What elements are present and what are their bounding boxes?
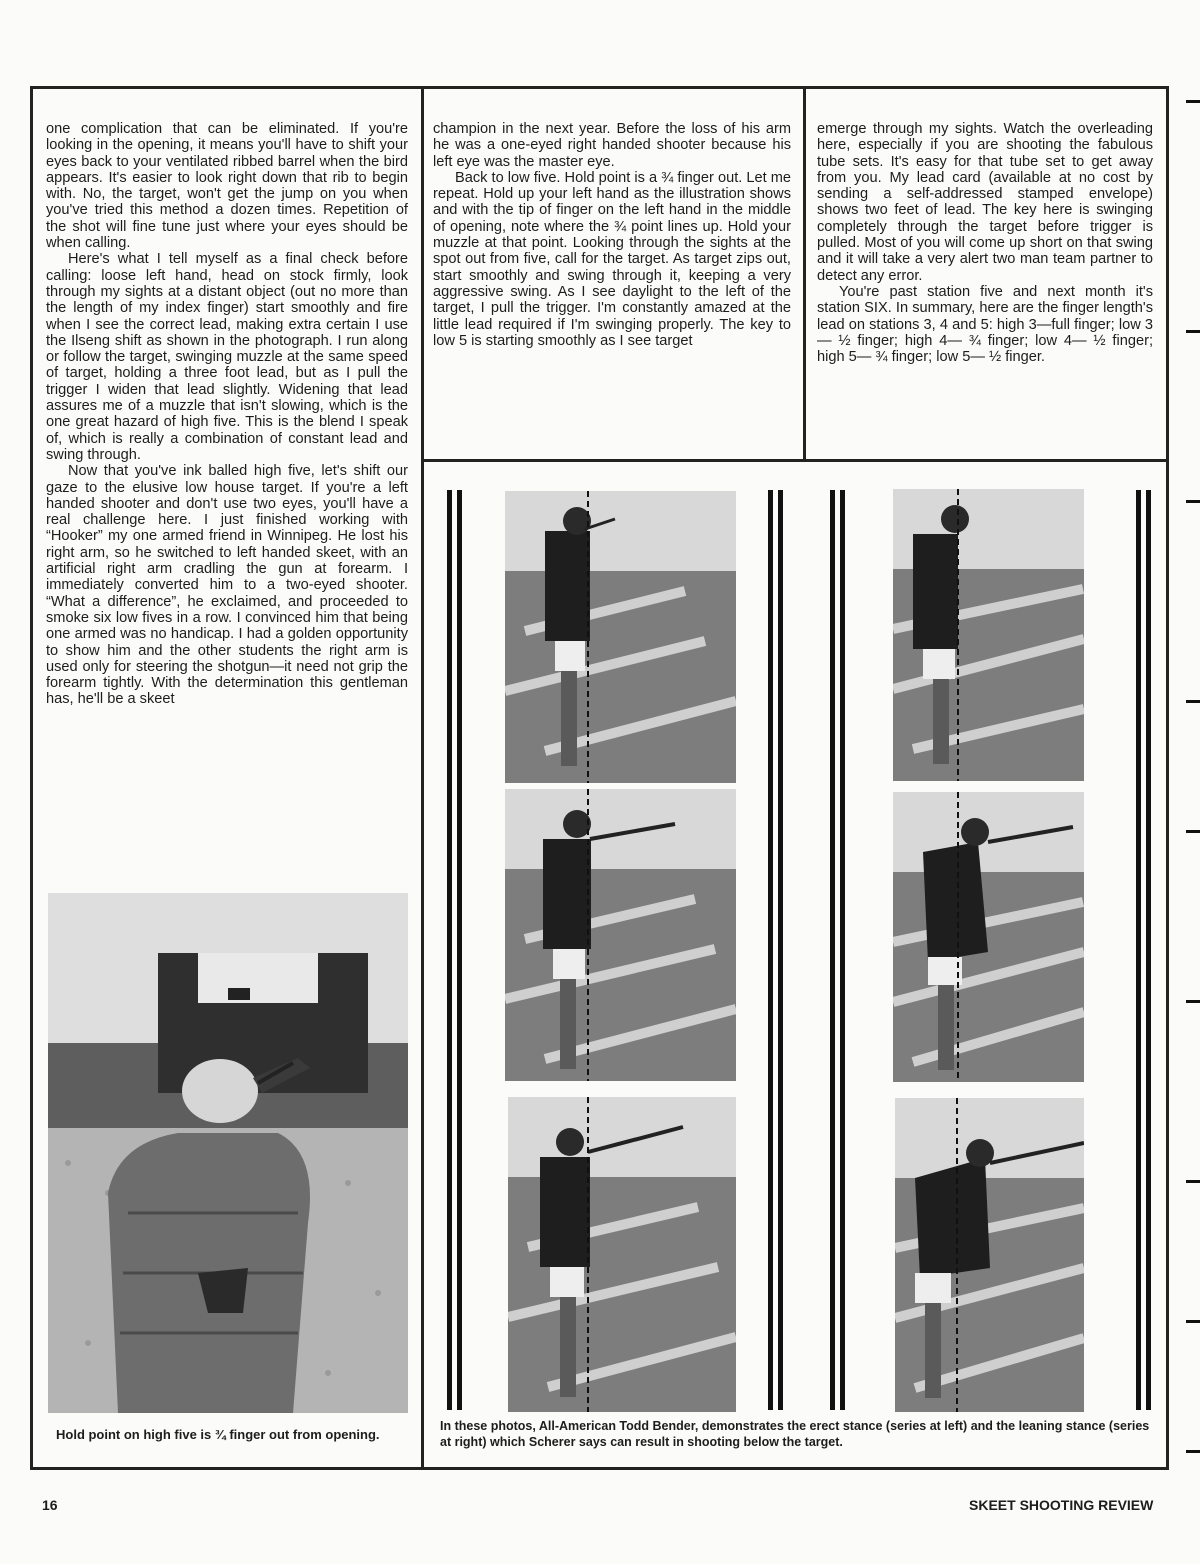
col3-paragraph-2: You're past station five and next month it's station SIX. In summary, here are the finger length's lead on stations 3, 4 and 5: high 3—full finger; low 3— ½ finger; high 4— ¾ finger; low 4— ½ finger; high 5— ¾ finger; low 5— ½ finger. — [817, 283, 1153, 366]
caption-series-photos: In these photos, All-American Todd Bender, demonstrates the erect stance (series at left) and the leaning stance (series at right) which Scherer says can result in shooting below the target. — [440, 1419, 1150, 1449]
erect-stance-frame-3 — [508, 1097, 736, 1412]
running-title: SKEET SHOOTING REVIEW — [969, 1497, 1154, 1513]
erect-stance-frame-2 — [505, 789, 736, 1081]
photo-high-five-hold-point — [48, 893, 408, 1413]
photo-section-rule — [421, 459, 1169, 462]
shooter-parka-illustration — [48, 893, 408, 1413]
leaning-stance-frame-3 — [895, 1098, 1084, 1412]
article-column-2 — [433, 121, 791, 349]
page-number: 16 — [42, 1497, 58, 1513]
leaning-stance-frame-2 — [893, 792, 1084, 1082]
col1-paragraph-2: Here's what I tell myself as a final check before calling: loose left hand, head on stock firmly, look through my sights at a distant object (out no more than the length of my index finger) start smoothly and fire when I see the correct lead, making extra certain I use the Ilseng shift as shown in the photograph. I run along or follow the target, swinging muzzle at the same speed of target, holding a three foot lead, but as I pull the trigger I widen that lead slightly. Widening that lead assures me of a muzzle that isn't slowing, which is the one great hazard of high five. This is the blend I speak of, which is really a combination of constant lead and swing through. — [46, 251, 408, 463]
col3-paragraph-1: emerge through my sights. Watch the overleading here, especially if you are shooting the fabulous tube sets. It's easy for that tube set to get away from you. My lead card (available at no cost by sending a self-addressed stamped envelope) shows two feet of lead. The key here is swinging completely through the target before trigger is pulled. Most of you will come up short on that swing and it will take a very alert two man team partner to detect any error. — [817, 121, 1153, 284]
col1-paragraph-1: one complication that can be eliminated. If you're looking in the opening, it means you'll have to shift your eyes back to your ventilated ribbed barrel when the bird appears. It's easier to look right down that rib to begin with. No, the target, won't get the jump on you when you've tried this method a dozen times. Repetition of the shot will fine tune just where your eyes should be when calling. — [46, 121, 408, 252]
column-rule-2 — [803, 86, 806, 462]
col2-paragraph-2: Back to low five. Hold point is a ¾ finger out. Let me repeat. Hold up your left hand as the illustration shows and with the tip of finger on the left hand in the middle of opening, note where the ¾ point lines up. Hold your muzzle at that point. Looking through the sights at the spot out from five, call for the target. As target zips out, start smoothly and swing through it, keeping a very aggressive swing. As I see daylight to the left of the target, I pull the trigger. I'm constantly amazed at the little lead required if I'm swinging properly. The key to low 5 is starting smoothly as I see target — [433, 169, 791, 349]
column-rule-1 — [421, 86, 424, 1470]
col1-paragraph-3: Now that you've ink balled high five, let's shift our gaze to the elusive low house target. If you're a left handed shooter and don't use two eyes, you'll have a real challenge here. I just finished working with “Hooker” my one armed friend in Winnipeg. He lost his right arm, so he switched to left handed skeet, with an artificial right arm cradling the gun at forearm. I immediately converted him to a two-eyed shooter. “What a difference”, he exclaimed, and proceeded to smoke six low fives in a row. I convinced him that being one armed was no handicap. I had a golden opportunity to show him and the other students the right arm is used only for steering the shotgun—it need not grip the forearm tightly. With the determination this gentleman has, he'll be a skeet — [46, 463, 408, 708]
col2-paragraph-1: champion in the next year. Before the loss of his arm he was a one-eyed right handed shooter because his left eye was the master eye. — [433, 121, 791, 170]
article-column-1 — [46, 121, 408, 708]
caption-left-photo: Hold point on high five is ¾ finger out from opening. — [56, 1427, 380, 1442]
leaning-stance-frame-1 — [893, 489, 1084, 781]
article-column-3 — [817, 121, 1153, 365]
erect-stance-frame-1 — [505, 491, 736, 783]
